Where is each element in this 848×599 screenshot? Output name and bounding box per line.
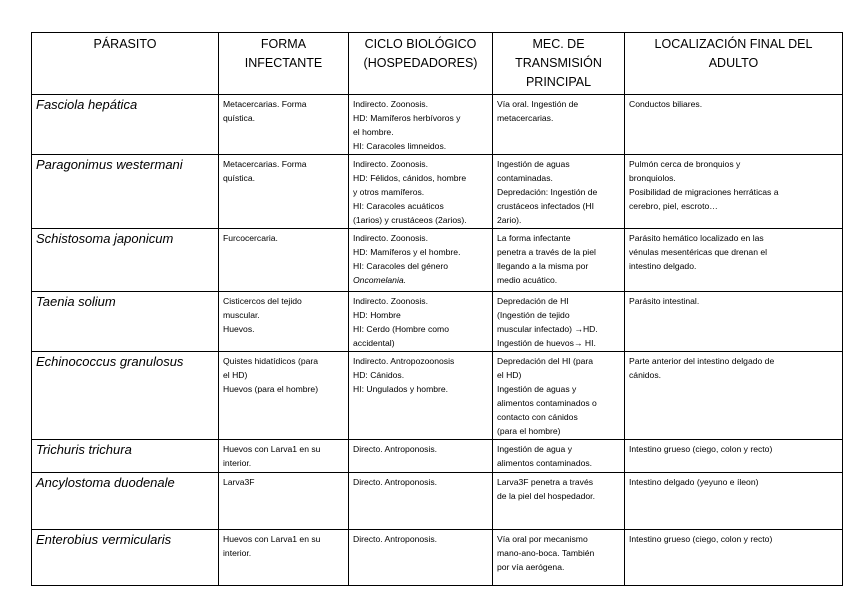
cell-line: Huevos con Larva1 en su [223,444,321,454]
cell-line: Indirecto. Zoonosis. [353,99,428,109]
cell-ciclo-biologico [349,440,493,473]
cell-line: Pulmón cerca de bronquios y [629,159,741,169]
table-row [32,155,843,229]
table-row [32,292,843,352]
cell-line: HI: Cerdo (Hombre como [353,324,449,334]
cell-line: HI: Caracoles acuáticos [353,201,444,211]
cell-line: Huevos (para el hombre) [223,384,319,394]
parasite-name: Taenia solium [32,292,219,352]
cell-localizacion-final [625,229,843,292]
cell-line: penetra a través de la piel [497,247,596,257]
cell-line: interior. [223,458,252,468]
cell-line: Ingestión de agua y [497,444,573,454]
cell-line: Parásito intestinal. [629,296,700,306]
cell-localizacion-final [625,155,843,229]
cell-line: Indirecto. Antropozoonosis [353,356,455,366]
cell-line: contaminadas. [497,173,553,183]
cell-line: Metacercarias. Forma [223,99,307,109]
cell-line: de la piel del hospedador. [497,491,595,501]
cell-line: llegando a la misma por [497,261,589,271]
cell-line: bronquiolos. [629,173,676,183]
cell-line: el HD) [497,370,522,380]
cell-localizacion-final [625,440,843,473]
cell-line: Ingestión de aguas y [497,384,577,394]
cell-forma-infectante [219,352,349,440]
header-forma-infectante: FORMA INFECTANTE [219,33,349,95]
cell-line: Indirecto. Zoonosis. [353,159,428,169]
cell-line: Metacercarias. Forma [223,159,307,169]
header-ciclo-biologico: CICLO BIOLÓGICO (HOSPEDADORES) [349,33,493,95]
cell-line: interior. [223,548,252,558]
cell-line: Depredación de HI [497,296,569,306]
cell-line: contacto con cánidos [497,412,578,422]
cell-line: Directo. Antroponosis. [353,534,438,544]
cell-ciclo-biologico [349,292,493,352]
cell-line: HD: Mamíferos y el hombre. [353,247,461,257]
cell-line-italic: Oncomelania. [353,275,407,285]
cell-line: Larva3F [223,477,255,487]
cell-line: Indirecto. Zoonosis. [353,233,428,243]
cell-line: HI: Caracoles del género [353,261,449,271]
cell-forma-infectante [219,229,349,292]
cell-mecanismo-transmision [493,155,625,229]
cell-line: Posibilidad de migraciones herráticas a [629,187,779,197]
cell-line: HD: Félidos, cánidos, hombre [353,173,467,183]
cell-forma-infectante [219,440,349,473]
parasite-name: Trichuris trichura [32,440,219,473]
header-mecanismo-transmision: MEC. DE TRANSMISIÓN PRINCIPAL [493,33,625,95]
cell-ciclo-biologico [349,530,493,586]
cell-line: HD: Mamíferos herbívoros y [353,113,461,123]
cell-mecanismo-transmision [493,530,625,586]
cell-localizacion-final [625,352,843,440]
table-row [32,473,843,530]
cell-line: (1arios) y crustáceos (2arios). [353,215,467,225]
cell-line: Ingestión de aguas [497,159,570,169]
cell-line: Vía oral por mecanismo [497,534,588,544]
cell-line: Intestino grueso (ciego, colon y recto) [629,534,773,544]
cell-line: HD: Hombre [353,310,401,320]
cell-mecanismo-transmision [493,440,625,473]
cell-line: quística. [223,173,256,183]
cell-line: cánidos. [629,370,662,380]
cell-localizacion-final [625,292,843,352]
table-row [32,95,843,155]
cell-localizacion-final [625,473,843,530]
cell-mecanismo-transmision [493,292,625,352]
cell-line: muscular infectado) →HD. [497,324,598,334]
cell-line: Intestino delgado (yeyuno e íleon) [629,477,759,487]
cell-line: alimentos contaminados. [497,458,593,468]
cell-line: Parte anterior del intestino delgado de [629,356,775,366]
cell-line: metacercarias. [497,113,554,123]
cell-mecanismo-transmision [493,229,625,292]
table-row [32,352,843,440]
cell-line: Cisticercos del tejido [223,296,302,306]
cell-forma-infectante [219,473,349,530]
cell-line: crustáceos infectados (HI [497,201,594,211]
cell-line: Huevos. [223,324,255,334]
table-row [32,440,843,473]
parasite-table [31,32,843,586]
cell-line: Directo. Antroponosis. [353,444,438,454]
cell-line: accidental) [353,338,395,348]
cell-line: Intestino grueso (ciego, colon y recto) [629,444,773,454]
cell-line: vénulas mesentéricas que drenan el [629,247,768,257]
cell-localizacion-final [625,530,843,586]
table-row [32,530,843,586]
cell-line: cerebro, piel, escroto… [629,201,718,211]
cell-line: por vía aerógena. [497,562,565,572]
cell-line: HD: Cánidos. [353,370,405,380]
cell-line: (Ingestión de tejido [497,310,570,320]
parasite-name: Paragonimus westermani [32,155,219,229]
cell-line: Depredación del HI (para [497,356,594,366]
parasite-name: Echinococcus granulosus [32,352,219,440]
cell-ciclo-biologico [349,352,493,440]
parasite-name: Schistosoma japonicum [32,229,219,292]
cell-mecanismo-transmision [493,473,625,530]
cell-line: Parásito hemático localizado en las [629,233,764,243]
cell-forma-infectante [219,530,349,586]
cell-line: medio acuático. [497,275,558,285]
cell-line: HI: Ungulados y hombre. [353,384,449,394]
cell-line: Furcocercaria. [223,233,278,243]
cell-mecanismo-transmision [493,352,625,440]
header-localizacion-final: LOCALIZACIÓN FINAL DEL ADULTO [625,33,843,95]
cell-line: mano-ano-boca. También [497,548,595,558]
cell-line: el hombre. [353,127,394,137]
cell-ciclo-biologico [349,473,493,530]
cell-line: 2ario). [497,215,522,225]
table-row [32,229,843,292]
cell-line: Vía oral. Ingestión de [497,99,579,109]
cell-line: Larva3F penetra a través [497,477,594,487]
cell-line: el HD) [223,370,248,380]
cell-line: y otros mamíferos. [353,187,425,197]
cell-line: Depredación: Ingestión de [497,187,598,197]
parasite-name: Enterobius vermicularis [32,530,219,586]
cell-line: alimentos contaminados o [497,398,597,408]
cell-ciclo-biologico [349,95,493,155]
cell-forma-infectante [219,95,349,155]
cell-line: (para el hombre) [497,426,561,436]
cell-line: La forma infectante [497,233,571,243]
cell-mecanismo-transmision [493,95,625,155]
cell-line: Quistes hidatídicos (para [223,356,319,366]
cell-line: Ingestión de huevos→ HI. [497,338,596,348]
cell-localizacion-final [625,95,843,155]
cell-line: Conductos biliares. [629,99,703,109]
cell-line: Huevos con Larva1 en su [223,534,321,544]
cell-line: muscular. [223,310,260,320]
cell-ciclo-biologico [349,155,493,229]
header-row [32,33,843,95]
cell-line: intestino delgado. [629,261,697,271]
parasite-name: Fasciola hepática [32,95,219,155]
header-parasito: PÁRASITO [32,33,219,95]
cell-line: Indirecto. Zoonosis. [353,296,428,306]
cell-line: quística. [223,113,256,123]
cell-line: Directo. Antroponosis. [353,477,438,487]
parasite-name: Ancylostoma duodenale [32,473,219,530]
cell-line: HI: Caracoles limneidos. [353,141,447,151]
cell-forma-infectante [219,292,349,352]
cell-forma-infectante [219,155,349,229]
cell-ciclo-biologico [349,229,493,292]
